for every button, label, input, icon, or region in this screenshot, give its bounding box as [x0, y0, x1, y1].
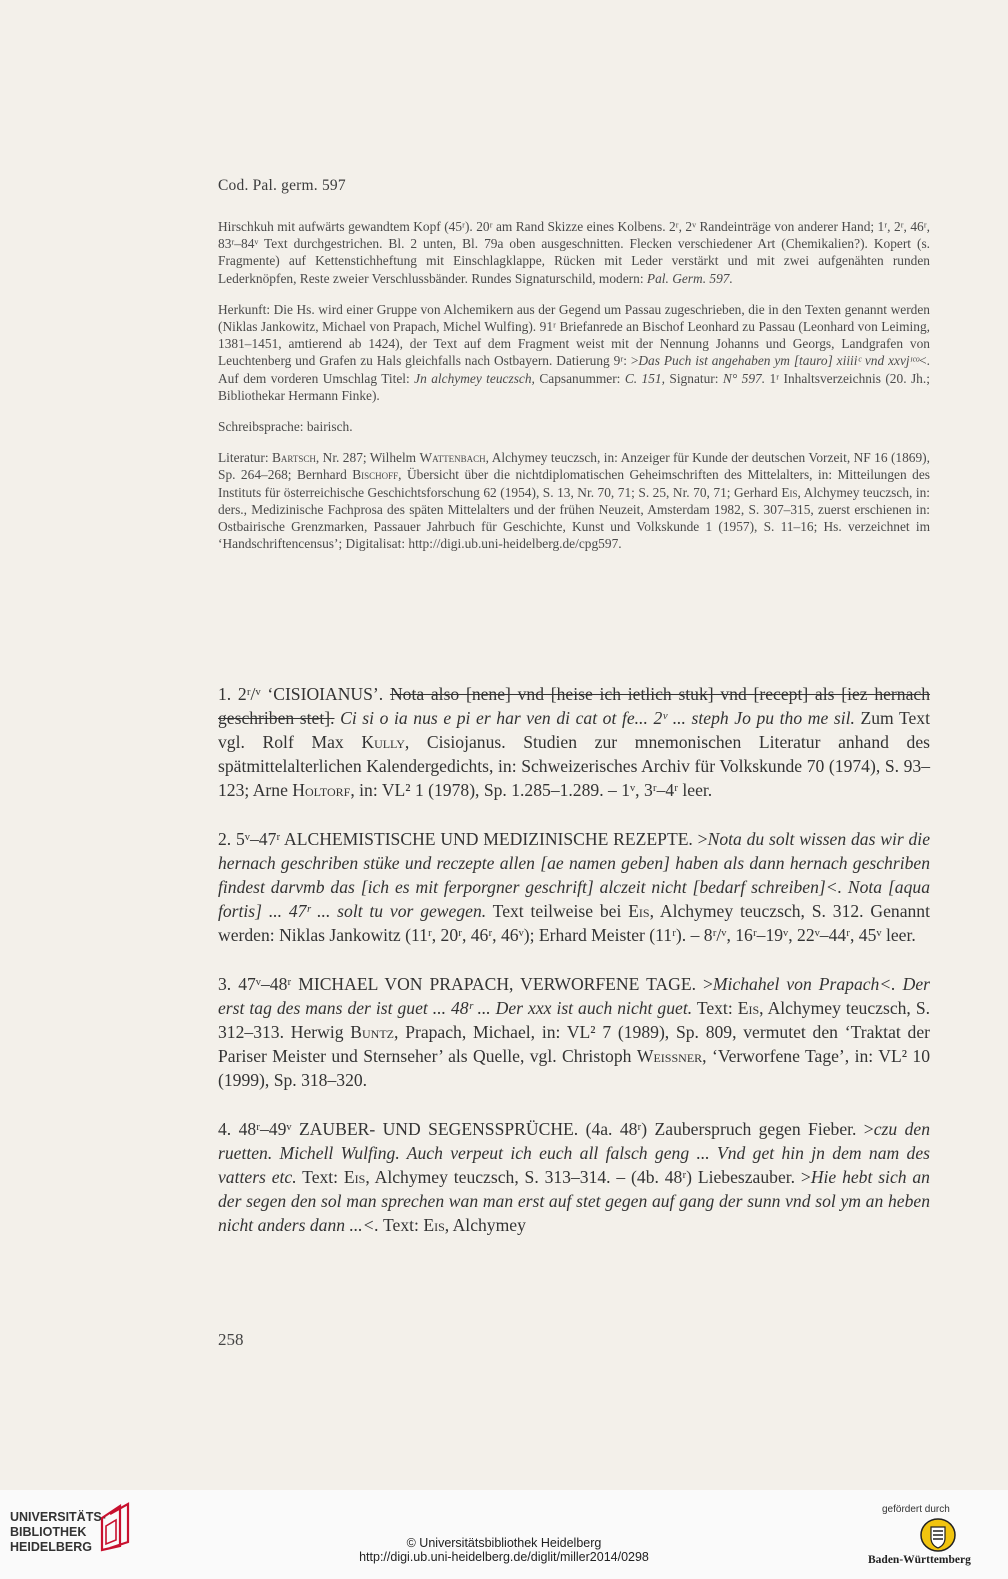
entry-italic: Nota du solt wissen das wir die hernach geschriben stüke und reczepte allen [ae namen geben] haben als dann hernach geschriben findest darvmb das [ich es mit ferporgner geschrift] alczeit nicht [bedarf schreiben]<. Nota [aqua fortis] ... 47ʳ ... solt tu vor gewegen.	[218, 829, 931, 921]
author-name: Wattenbach,	[419, 450, 490, 466]
entry-text: 4. 48ʳ–49ᵛ ZAUBER- UND SEGENSSPRÜCHE. (4a. 48ʳ) Zauberspruch gegen Fieber. >	[218, 1119, 874, 1139]
notes-text: Literatur:	[218, 450, 269, 466]
author-name: Weissner,	[636, 1046, 707, 1066]
sponsor-label: gefördert durch	[882, 1504, 950, 1515]
author-name: Eis,	[343, 1167, 370, 1187]
notes-text: 1ʳ Inhaltsverzeichnis (20. Jh.; Bibliothekar Hermann Finke).	[218, 370, 930, 403]
notes-text: Alchymey teuczsch, in: Anzeiger für Kunde der deutschen Vorzeit, NF 16 (1869), Sp. 264–268; Bernhard	[218, 450, 930, 483]
notes-text: Signatur:	[669, 370, 719, 386]
entry-text: Alchymey	[452, 1215, 526, 1235]
catalog-entries	[218, 682, 930, 1262]
author-name: Eis,	[628, 901, 655, 921]
author-name: Bartsch,	[271, 450, 320, 466]
entry-3	[218, 972, 930, 1092]
notes-italic: Das Puch ist angehaben ym [tauro] xiiiiᶜ vnd xxvjᶦᶜᵒ	[638, 353, 920, 369]
entry-text: in: VL² 1 (1978), Sp. 1.285–1.289. – 1ᵛ, 3ʳ–4ʳ leer.	[359, 780, 713, 800]
library-line-1: UNIVERSITÄTS-	[10, 1510, 106, 1524]
author-name: Eis,	[781, 484, 801, 500]
entry-4	[218, 1117, 930, 1237]
dialect: Schreibsprache: bairisch.	[218, 419, 353, 435]
author-name: Holtorf,	[292, 780, 355, 800]
notes-italic: Jn alchymey teuczsch,	[414, 370, 535, 386]
author-name: Kully,	[361, 732, 410, 752]
entry-text: Alchymey teuczsch, S. 313–314. – (4b. 48ʳ) Liebeszauber. >	[374, 1167, 811, 1187]
notes-italic: Pal. Germ. 597.	[646, 270, 733, 286]
entry-2	[218, 827, 930, 947]
source-url[interactable]: http://digi.ub.uni-heidelberg.de/diglit/miller2014/0298	[359, 1550, 649, 1564]
author-name: Eis,	[423, 1215, 450, 1235]
entry-text: ‘Verworfene Tage’, in: VL² 10 (1999), Sp. 318–320.	[218, 1046, 930, 1090]
footer-bar	[0, 1490, 1008, 1579]
notes-text: Capsanummer:	[539, 370, 621, 386]
notes-text: Herkunft: Die Hs. wird einer Gruppe von Alchemikern aus der Gegend um Passau zugeschrieben, die in den Texten genannt werden (Niklas Jankowitz, Michael von Prapach, Michel Wulfing). 91ʳ Briefanrede an Bischof Leonhard zu Passau (Leonhard von Leiming, 1381–1451, amtierend ab 1424), der Text auf dem Fragment weist mit der Nennung Johanns und Georgs, Landgrafen von Leuchtenberg und Grafen zu Hals gleichfalls nach Ostbayern. Datierung 9ʳ: >	[218, 301, 930, 369]
entry-text: Cisiojanus. Studien zur mnemonischen Literatur anhand des spätmittelalterlichen Kalendergedichts, in: Schweizerisches Archiv für Volkskunde 70 (1974), S. 93–123; Arne	[218, 732, 931, 800]
library-line-2: BIBLIOTHEK	[10, 1525, 87, 1539]
notes-text: Alchymey teuczsch, in: ders., Medizinische Fachprosa des späten Mittelalters und der frühen Neuzeit, Amsterdam 1982, S. 307–315, zuerst erschienen in: Ostbairische Grenzmarken, Passauer Jahrbuch für Geschichte, Kunst und Volkskunde 1 (1957), S. 11–16; Hs. verzeichnet im ‘Handschriftencensus’; Digitalisat: http://digi.ub.uni-heidelberg.de/cpg597.	[218, 484, 931, 552]
copyright-text: © Universitätsbibliothek Heidelberg	[406, 1536, 602, 1550]
page-number: 258	[218, 1330, 244, 1349]
entry-text: Text:	[383, 1215, 419, 1235]
entry-text: Zum Text vgl. Rolf Max	[218, 708, 930, 752]
entry-text: Alchymey teuczsch, S. 312. Genannt werden: Niklas Jankowitz (11ʳ, 20ʳ, 46ʳ, 46ᵛ); Erhard Meister (11ʳ). – 8ʳ/ᵛ, 16ʳ–19ᵛ, 22ᵛ–44ʳ, 45ᵛ leer.	[218, 901, 930, 945]
notes-italic: C. 151,	[624, 370, 665, 386]
notes-text: Übersicht über die nichtdiplomatischen Geheimschriften des Mittelalters, in: Mitteilungen des Instituts für österreichische Geschichtsforschung 62 (1954), S. 13, Nr. 70, 71; S. 25, Nr. 70, 71; Gerhard	[218, 467, 930, 500]
notes-italic: N° 597.	[722, 370, 766, 386]
literature	[218, 449, 930, 552]
entry-italic: Hie hebt sich an der segen den sol man sprechen wan man erst auf stet gegen auf gang der sunn vnd sol ym an heben nicht anders dann ...<.	[218, 1167, 930, 1235]
entry-1	[218, 682, 930, 802]
notes-text: Hirschkuh mit aufwärts gewandtem Kopf (45ʳ). 20ʳ am Rand Skizze eines Kolbens. 2ʳ, 2ᵛ Randeinträge von anderer Hand; 1ʳ, 2ʳ, 46ʳ, 83ʳ–84ᵛ Text durchgestrichen. Bl. 2 unten, Bl. 79a oben ausgeschnitten. Flecken verschiedener Art (Chemikalien?). Kopert (s. Fragmente) auf Kettenstichheftung mit Einschlagklappe, Rücken mit Leder verstärkt und mit zwei aufgenähten runden Lederknöpfen, Reste zweier Verschlussbänder. Rundes Signaturschild, modern:	[218, 219, 930, 286]
entry-text: 2. 5ᵛ–47ʳ ALCHEMISTISCHE UND MEDIZINISCHE REZEPTE. >	[218, 829, 708, 849]
description-notes	[218, 218, 930, 566]
struck-text: Nota also [nene] vnd [heise ich ietlich stuk] vnd [recept] als [iez hernach geschriben stet].	[218, 684, 931, 728]
provenance	[218, 301, 930, 404]
notes-text: Nr. 287; Wilhelm	[322, 450, 417, 466]
entry-italic: czu den ruetten. Michell Wulfing. Auch verpeut ich euch all falsch geng ... Vnd get hin jn dem nam des vatters etc.	[218, 1119, 930, 1187]
sponsor-name: Baden-Württemberg	[868, 1554, 971, 1566]
entry-italic: Michahel von Prapach<. Der erst tag des mans der ist guet ... 48ʳ ... Der xxx ist auch nicht guet.	[218, 974, 930, 1018]
entry-text: 1. 2ʳ/ᵛ ‘CISIOIANUS’.	[218, 684, 384, 704]
entry-text: Prapach, Michael, in: VL² 7 (1989), Sp. 809, vermutet den ‘Traktat der Pariser Meister und Sternseher’ als Quelle, vgl. Christoph	[218, 1022, 930, 1066]
entry-text: Alchymey teuczsch, S. 312–313. Herwig	[218, 998, 930, 1042]
entry-text: 3. 47ᵛ–48ʳ MICHAEL VON PRAPACH, VERWORFENE TAGE. >	[218, 974, 713, 994]
entry-text: Text:	[302, 1167, 339, 1187]
author-name: Bischoff,	[352, 467, 402, 483]
author-name: Buntz,	[350, 1022, 399, 1042]
page-header: Cod. Pal. germ. 597	[218, 177, 346, 194]
library-line-3: HEIDELBERG	[10, 1540, 92, 1554]
entry-text: Text teilweise bei	[492, 901, 622, 921]
notes-text: <. Auf dem vorderen Umschlag Titel:	[218, 353, 930, 386]
entry-text: Text:	[696, 998, 733, 1018]
author-name: Eis,	[737, 998, 764, 1018]
entry-italic: Ci si o ia nus e pi er har ven di cat ot fe... 2ᵛ ... steph Jo pu tho me sil.	[340, 708, 855, 728]
coat-of-arms-icon	[920, 1518, 956, 1556]
physical-description	[218, 218, 930, 287]
copyright-block	[0, 1536, 1008, 1564]
